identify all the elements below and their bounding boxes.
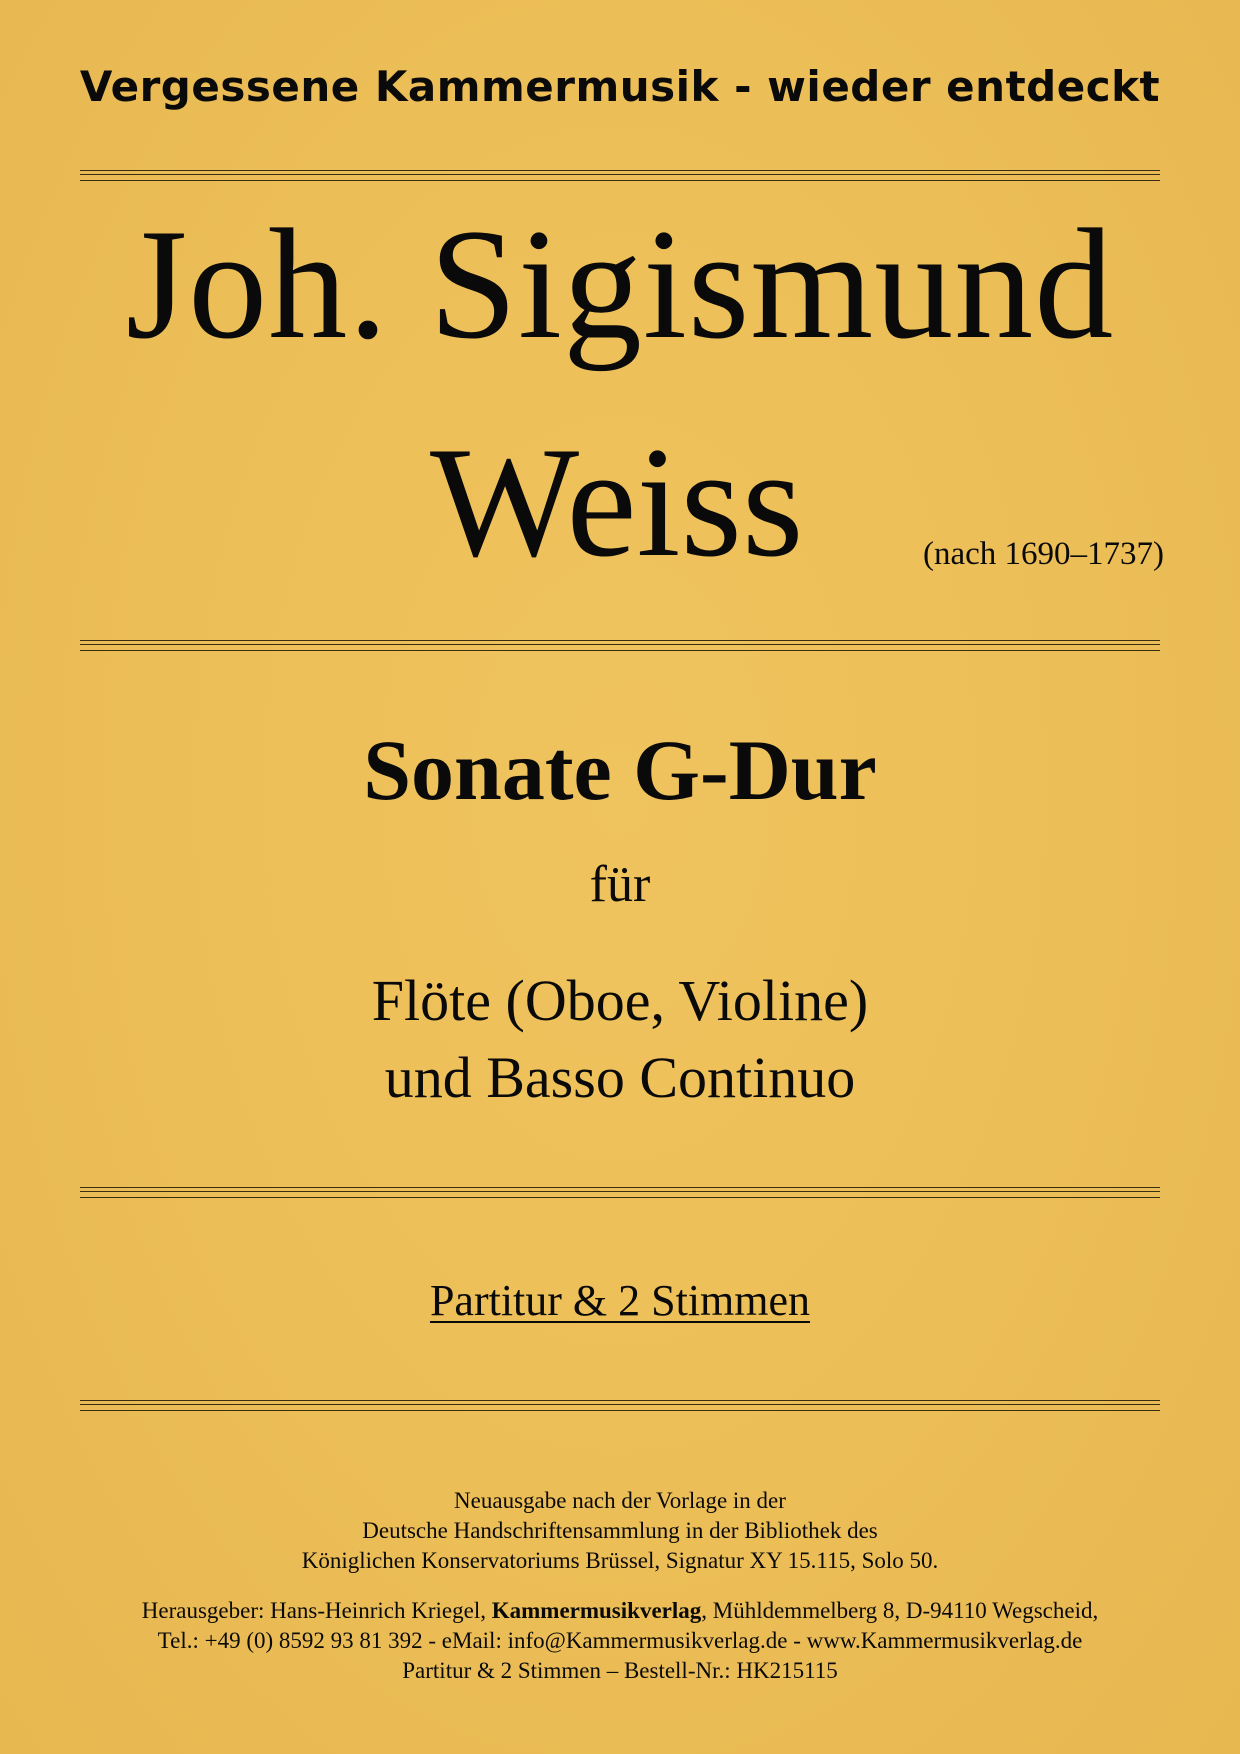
publisher-address: , Mühldemmelberg 8, D-94110 Wegscheid,	[701, 1598, 1099, 1623]
work-title: Sonate G-Dur	[363, 722, 877, 818]
edition-label	[0, 1275, 1240, 1327]
publisher-name: Kammermusikverlag	[491, 1598, 702, 1623]
divider-rule	[80, 640, 1160, 651]
divider-rule	[80, 170, 1160, 181]
edition-label-text: Partitur & 2 Stimmen	[429, 1276, 811, 1325]
composer-name-first: Joh. Sigismund	[125, 197, 1115, 372]
divider-rule	[80, 1400, 1160, 1411]
publisher-line-1	[0, 1596, 1240, 1626]
composer-name-last: Weiss	[430, 415, 804, 590]
for-label: für	[589, 856, 651, 913]
composer-dates: (nach 1690–1737)	[922, 536, 1164, 572]
divider-rule	[80, 1187, 1160, 1198]
source-note-line-2: Deutsche Handschriftensammlung in der Bibliothek des	[362, 1518, 878, 1543]
source-note-line-3: Königlichen Konservatoriums Brüssel, Signatur XY 15.115, Solo 50.	[301, 1548, 939, 1573]
series-title: Vergessene Kammermusik - wieder entdeckt	[79, 62, 1161, 111]
publisher-contact-line: Tel.: +49 (0) 8592 93 81 392 - eMail: info@Kammermusikverlag.de - www.Kammermusikverlag.de	[157, 1628, 1083, 1653]
instrumentation-line-2: und Basso Continuo	[384, 1045, 856, 1110]
order-number-line: Partitur & 2 Stimmen – Bestell-Nr.: HK215115	[402, 1658, 838, 1683]
source-note-line-1: Neuausgabe nach der Vorlage in der	[454, 1488, 786, 1513]
instrumentation-line-1: Flöte (Oboe, Violine)	[371, 968, 869, 1033]
publisher-editor: Herausgeber: Hans-Heinrich Kriegel,	[141, 1598, 492, 1623]
